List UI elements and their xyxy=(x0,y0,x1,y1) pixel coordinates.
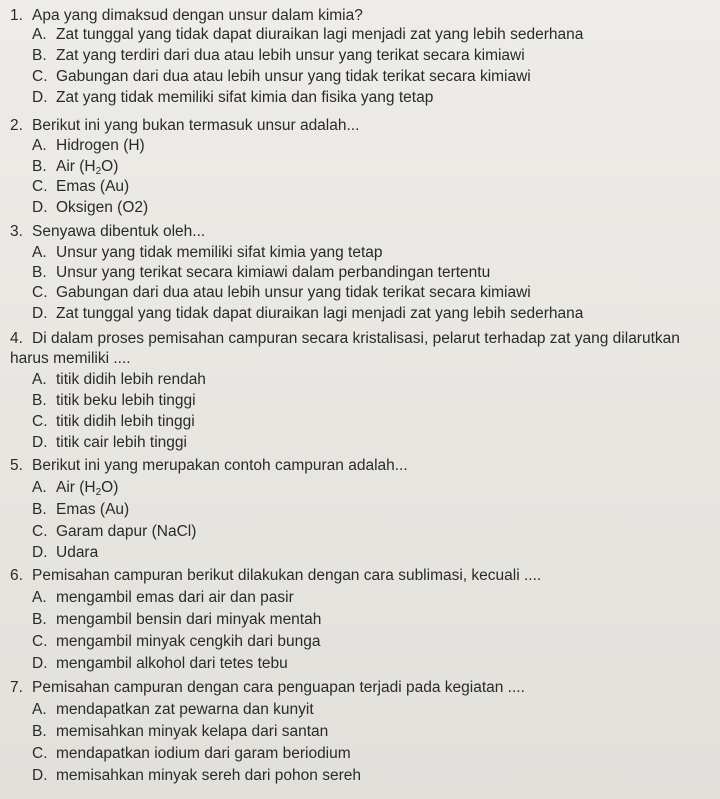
question-4-option-d[interactable]: D. titik cair lebih tinggi xyxy=(32,434,187,451)
question-3-option-d[interactable]: D. Zat tunggal yang tidak dapat diuraikan lagi menjadi zat yang lebih sederhana xyxy=(32,305,584,322)
question-3-option-a[interactable]: A. Unsur yang tidak memiliki sifat kimia yang tetap xyxy=(32,244,383,261)
question-1-option-b[interactable]: B. Zat yang terdiri dari dua atau lebih unsur yang terikat secara kimiawi xyxy=(32,47,525,64)
question-7-option-b[interactable]: B. memisahkan minyak kelapa dari santan xyxy=(32,723,329,740)
question-3-option-b[interactable]: B. Unsur yang terikat secara kimiawi dalam perbandingan tertentu xyxy=(32,264,491,281)
question-6-option-a[interactable]: A. mengambil emas dari air dan pasir xyxy=(32,589,294,606)
question-2-option-b[interactable]: B. Air $(H_2O)$ xyxy=(32,158,119,177)
question-2-option-c[interactable]: C. Emas (Au) xyxy=(32,178,130,195)
question-1-stem: 1. Apa yang dimaksud dengan unsur dalam kimia? xyxy=(10,7,363,24)
question-4-option-a[interactable]: A. titik didih lebih rendah xyxy=(32,371,206,388)
question-6-stem: 6. Pemisahan campuran berikut dilakukan dengan cara sublimasi, kecuali .... xyxy=(10,567,542,584)
question-3-stem: 3. Senyawa dibentuk oleh... xyxy=(10,223,206,240)
question-5-stem: 5. Berikut ini yang merupakan contoh campuran adalah... xyxy=(10,457,408,474)
question-7-stem: 7. Pemisahan campuran dengan cara penguapan terjadi pada kegiatan .... xyxy=(10,679,525,696)
question-7-option-c[interactable]: C. mendapatkan iodium dari garam beriodium xyxy=(32,745,351,762)
question-2-stem: 2. Berikut ini yang bukan termasuk unsur adalah... xyxy=(10,117,360,134)
question-2-option-a[interactable]: A. Hidrogen (H) xyxy=(32,137,145,154)
question-1-option-d[interactable]: D. Zat yang tidak memiliki sifat kimia dan fisika yang tetap xyxy=(32,89,434,106)
question-6-option-b[interactable]: B. mengambil bensin dari minyak mentah xyxy=(32,611,322,628)
question-5-option-d[interactable]: D. Udara xyxy=(32,544,99,561)
question-4-stem: 4. Di dalam proses pemisahan campuran secara kristalisasi, pelarut terhadap zat yang dilarutkan harus memiliki .... xyxy=(10,330,680,367)
question-3-option-c[interactable]: C. Gabungan dari dua atau lebih unsur yang tidak terikat secara kimiawi xyxy=(32,284,531,301)
question-5-option-a[interactable]: A. Air $(H_2O)$ xyxy=(32,479,119,498)
question-2-option-d[interactable]: D. Oksigen (O2) xyxy=(32,199,149,216)
question-4-option-b[interactable]: B. titik beku lebih tinggi xyxy=(32,392,196,409)
question-6-option-c[interactable]: C. mengambil minyak cengkih dari bunga xyxy=(32,633,321,650)
question-7-option-a[interactable]: A. mendapatkan zat pewarna dan kunyit xyxy=(32,701,314,718)
question-4-option-c[interactable]: C. titik didih lebih tinggi xyxy=(32,413,195,430)
question-7-option-d[interactable]: D. memisahkan minyak sereh dari pohon sereh xyxy=(32,767,361,784)
question-1-option-a[interactable]: A. Zat tunggal yang tidak dapat diuraikan lagi menjadi zat yang lebih sederhana xyxy=(32,26,584,43)
question-5-option-c[interactable]: C. Garam dapur (NaCl) xyxy=(32,523,197,540)
question-6-option-d[interactable]: D. mengambil alkohol dari tetes tebu xyxy=(32,655,288,672)
question-5-option-b[interactable]: B. Emas (Au) xyxy=(32,501,130,518)
question-1-option-c[interactable]: C. Gabungan dari dua atau lebih unsur yang tidak terikat secara kimiawi xyxy=(32,68,531,85)
